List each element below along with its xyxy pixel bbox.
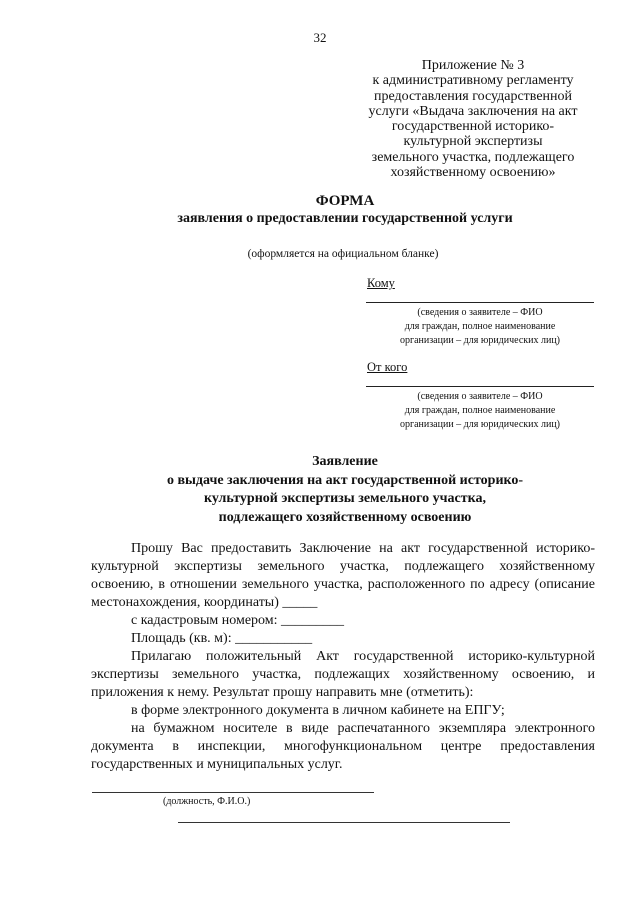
sender-hint-line: (сведения о заявителе – ФИО — [417, 391, 543, 402]
body-paragraph-area: Площадь (кв. м): ___________ — [131, 631, 313, 646]
appendix-line: Приложение № 3 — [421, 58, 525, 73]
recipient-field-line — [366, 302, 594, 303]
appendix-line: хозяйственному освоению» — [390, 165, 556, 181]
sender-label: От кого — [367, 360, 408, 374]
signature-line — [178, 822, 510, 823]
recipient-hint-line: (сведения о заявителе – ФИО — [417, 307, 543, 318]
appendix-header — [356, 58, 590, 180]
signature-caption: (должность, Ф.И.О.) — [163, 796, 251, 807]
statement-title-line: о выдаче заключения на акт государственной историко- — [166, 472, 524, 488]
body-paragraph-request: Прошу Вас предоставить Заключение на акт государственной историко-культурной экспертизы земельного участка, подлежащего хозяйственному освоению, в отношении земельного участка, расположенного по адресу (описание местонахождения, координаты) _____ — [91, 541, 595, 610]
page-number: 32 — [313, 30, 327, 45]
body-option-paper: на бумажном носителе в виде распечатанного экземпляра электронного документа в инспекции, многофункциональном центре предоставления государственных и муниципальных услуг. — [91, 721, 595, 772]
statement-title-line: культурной экспертизы земельного участка, — [204, 491, 486, 506]
body-paragraph-cadastral: с кадастровым номером: _________ — [131, 613, 345, 628]
recipient-hint-line: для граждан, полное наименование — [404, 321, 556, 332]
signature-line-position — [92, 792, 374, 793]
recipient-hint-line: организации – для юридических лиц) — [399, 335, 560, 346]
sender-hint — [366, 390, 594, 432]
appendix-line: земельного участка, подлежащего — [371, 149, 575, 165]
appendix-line: культурной экспертизы — [403, 134, 543, 150]
form-subtitle: заявления о предоставлении государственной услуги — [177, 211, 513, 226]
appendix-line: к административному регламенту — [372, 73, 574, 89]
statement-title-line: Заявление — [312, 454, 378, 469]
sender-field-line — [366, 386, 594, 387]
form-title: ФОРМА — [315, 193, 375, 209]
form-note: (оформляется на официальном бланке) — [247, 248, 439, 260]
body-option-electronic: в форме электронного документа в личном кабинете на ЕПГУ; — [131, 703, 505, 718]
appendix-line: предоставления государственной — [373, 88, 573, 104]
recipient-label: Кому — [367, 276, 395, 290]
appendix-line: государственной историко- — [391, 119, 555, 135]
recipient-hint — [366, 306, 594, 348]
statement-body — [91, 540, 595, 774]
appendix-line: услуги «Выдача заключения на акт — [368, 103, 578, 119]
statement-title-line: подлежащего хозяйственному освоению — [218, 509, 472, 525]
sender-hint-line: организации – для юридических лиц) — [399, 419, 560, 430]
sender-hint-line: для граждан, полное наименование — [404, 405, 556, 416]
body-paragraph-attachment: Прилагаю положительный Акт государственной историко-культурной экспертизы земельного участка, подлежащих хозяйственному освоению, и приложения к нему. Результат прошу направить мне (отметить): — [91, 649, 595, 700]
statement-title — [0, 453, 640, 527]
